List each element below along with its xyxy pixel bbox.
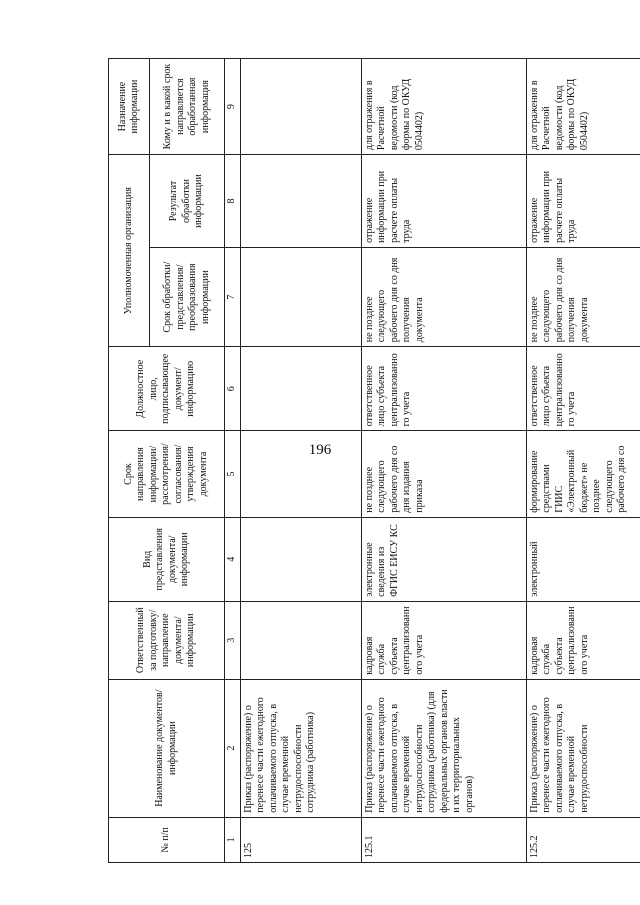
cell-signing-official: ответственное лицо субъекта централизованного учета — [361, 347, 526, 431]
column-number: 6 — [225, 347, 241, 431]
header-row-1 — [109, 59, 150, 863]
cell-document-name: Приказ (распоряжение) о перенесе части ежегодного оплачиваемого отпуска, в случае временной нетрудоспособности — [526, 679, 640, 817]
column-number: 4 — [225, 517, 241, 601]
column-number: 2 — [225, 679, 241, 817]
cell-responsible: кадровая служба субъекта централизованного учета — [361, 601, 526, 679]
table-row — [361, 59, 526, 863]
rotated-table-container — [108, 58, 627, 863]
cell-processing-result: отражение информации при расчете оплаты труда — [361, 155, 526, 248]
header-deadline: Срок направления информации/ рассмотрения/ согласования/ утверждения документа — [109, 431, 225, 517]
cell-recipient: для отражения в Расчетной ведомости (код формы по ОКУД 0504402) — [361, 59, 526, 155]
cell-document-name: Приказ (распоряжение) о перенесе части ежегодного оплачиваемого отпуска, в случае временной нетрудоспособности сотрудника (работника) — [240, 679, 361, 817]
cell-number: 125.1 — [361, 817, 526, 862]
header-signing-official: Должностное лицо, подписывающее документ/ информацию — [109, 347, 225, 431]
table-wrapper — [108, 58, 627, 863]
cell-processing-deadline: не позднее следующего рабочего дня со дня получения документа — [361, 247, 526, 346]
header-processing-result: Результат обработки информации — [150, 155, 225, 248]
cell-responsible: кадровая служба субъекта централизованного учета — [526, 601, 640, 679]
table-row — [526, 59, 640, 863]
column-number: 1 — [225, 817, 241, 862]
column-number: 5 — [225, 431, 241, 517]
column-number: 7 — [225, 247, 241, 346]
cell-document-name: Приказ (распоряжение) о перенесе части ежегодного оплачиваемого отпуска, в случае временной нетрудоспособности сотрудника (работника) (для федеральных органов власти и их территориальных органов) — [361, 679, 526, 817]
header-authorized-organization: Уполномоченная организация — [109, 155, 150, 347]
header-purpose: Назначение информации — [109, 59, 150, 155]
cell-deadline: не позднее следующего рабочего дня со дня издания приказа — [361, 431, 526, 517]
cell-processing-deadline: не позднее следующего рабочего дня со дня получения документа — [526, 247, 640, 346]
cell-recipient: для отражения в Расчетной ведомости (код формы по ОКУД 0504402) — [526, 59, 640, 155]
header-document-name: Наименование документов/ информации — [109, 679, 225, 817]
header-responsible: Ответственный за подготовку/ направление документа/ информации — [109, 601, 225, 679]
cell-presentation-type: электронный — [526, 517, 640, 601]
page-number: 196 — [308, 442, 332, 458]
cell-processing-deadline — [240, 247, 361, 346]
cell-deadline: формирование средствами ГИИС «Электронный бюджет» не позднее следующего рабочего дня со — [526, 431, 640, 517]
header-recipient: Кому и в какой срок направляется обработанная информация — [150, 59, 225, 155]
column-number: 3 — [225, 601, 241, 679]
cell-processing-result — [240, 155, 361, 248]
cell-responsible — [240, 601, 361, 679]
table-row — [240, 59, 361, 863]
cell-number: 125 — [240, 817, 361, 862]
column-number: 9 — [225, 59, 241, 155]
header-presentation-type: Вид представления документа/ информации — [109, 517, 225, 601]
cell-presentation-type — [240, 517, 361, 601]
cell-presentation-type: электронные сведения из ФГИС ЕИСУ КС — [361, 517, 526, 601]
header-processing-deadline: Срок обработки/ представления/ преобразования информации — [150, 247, 225, 346]
column-number-row — [225, 59, 241, 863]
cell-signing-official — [240, 347, 361, 431]
column-number: 8 — [225, 155, 241, 248]
cell-signing-official: ответственное лицо субъекта централизованного учета — [526, 347, 640, 431]
document-table — [108, 58, 640, 863]
cell-processing-result: отражение информации при расчете оплаты труда — [526, 155, 640, 248]
cell-recipient — [240, 59, 361, 155]
cell-deadline — [240, 431, 361, 517]
cell-number: 125.2 — [526, 817, 640, 862]
header-number: № п/п — [109, 817, 225, 862]
